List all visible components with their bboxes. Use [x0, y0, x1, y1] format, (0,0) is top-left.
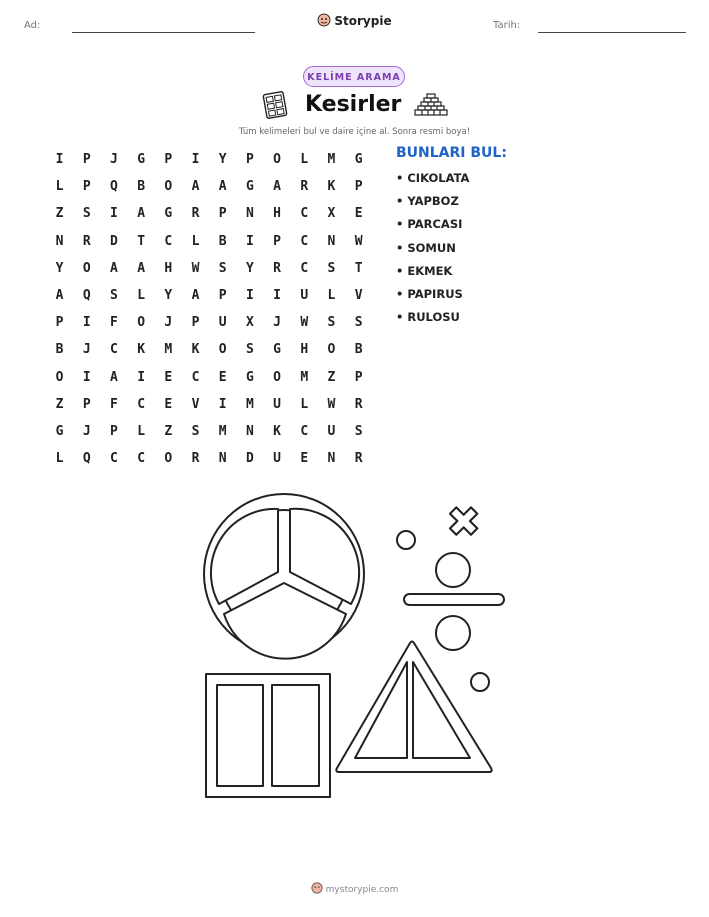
- grid-letter[interactable]: T: [354, 260, 363, 276]
- word-list-item: • PARCASI: [396, 217, 463, 232]
- grid-letter[interactable]: L: [55, 179, 64, 195]
- grid-letter[interactable]: A: [218, 179, 227, 195]
- grid-letter[interactable]: H: [273, 206, 281, 222]
- grid-letter[interactable]: M: [245, 396, 254, 412]
- grid-letter[interactable]: K: [191, 342, 200, 358]
- grid-letter[interactable]: G: [354, 152, 363, 168]
- grid-letter[interactable]: A: [110, 369, 118, 385]
- grid-letter[interactable]: U: [273, 396, 281, 412]
- grid-letter[interactable]: H: [300, 342, 309, 358]
- grid-letter[interactable]: U: [273, 451, 281, 467]
- grid-letter[interactable]: N: [327, 451, 336, 467]
- triangle-half: [413, 662, 470, 758]
- grid-row: [46, 309, 372, 336]
- grid-letter[interactable]: A: [137, 260, 146, 276]
- grid-letter[interactable]: Z: [55, 396, 64, 412]
- grid-letter[interactable]: S: [327, 315, 336, 331]
- grid-letter[interactable]: Q: [82, 451, 91, 467]
- grid-letter[interactable]: C: [110, 451, 118, 467]
- grid-letter[interactable]: O: [164, 451, 173, 467]
- instructions: Tüm kelimeleri bul ve daire içine al. Sonra resmi boya!: [238, 127, 471, 137]
- grid-letter[interactable]: C: [191, 369, 200, 385]
- grid-letter[interactable]: Y: [245, 260, 254, 276]
- grid-letter[interactable]: D: [245, 451, 254, 467]
- grid-letter[interactable]: P: [218, 288, 227, 304]
- grid-letter[interactable]: P: [354, 369, 363, 385]
- grid-letter[interactable]: O: [273, 369, 281, 385]
- grid-row: [46, 418, 372, 445]
- division-dot-top: [436, 553, 470, 587]
- grid-letter[interactable]: J: [82, 342, 91, 358]
- word-list-item: • CIKOLATA: [396, 171, 470, 185]
- footer-url[interactable]: mystorypie.com: [325, 885, 399, 895]
- word-list: [396, 171, 469, 333]
- grid-letter[interactable]: I: [55, 152, 64, 168]
- grid-letter[interactable]: Q: [110, 179, 118, 195]
- triangle-half: [355, 662, 407, 758]
- division-bar: [404, 594, 504, 605]
- grid-letter[interactable]: K: [273, 423, 281, 439]
- grid-letter[interactable]: R: [82, 233, 91, 249]
- grid-letter[interactable]: P: [191, 315, 200, 331]
- word-list-item: • PAPIRUS: [396, 286, 463, 301]
- grid-letter[interactable]: S: [218, 260, 227, 276]
- chocolate-bar-icon: [262, 91, 288, 123]
- brand-logo: [0, 13, 709, 30]
- grid-letter[interactable]: G: [273, 342, 281, 358]
- grid-letter[interactable]: X: [245, 315, 254, 331]
- grid-letter[interactable]: G: [245, 369, 254, 385]
- grid-letter[interactable]: L: [191, 233, 200, 249]
- grid-letter[interactable]: C: [300, 233, 309, 249]
- grid-row: [46, 336, 372, 363]
- grid-letter[interactable]: M: [218, 423, 227, 439]
- grid-letter[interactable]: E: [218, 369, 227, 385]
- grid-letter[interactable]: W: [300, 315, 309, 331]
- grid-letter[interactable]: J: [110, 152, 118, 168]
- grid-letter[interactable]: C: [300, 206, 309, 222]
- grid-letter[interactable]: M: [327, 152, 336, 168]
- grid-letter[interactable]: P: [218, 206, 227, 222]
- grid-letter[interactable]: A: [55, 288, 64, 304]
- grid-letter[interactable]: I: [82, 369, 91, 385]
- grid-letter[interactable]: P: [82, 396, 91, 412]
- grid-row: [46, 173, 372, 200]
- grid-letter[interactable]: U: [218, 315, 227, 331]
- grid-letter[interactable]: P: [164, 152, 173, 168]
- grid-letter[interactable]: X: [327, 206, 336, 222]
- grid-letter[interactable]: I: [191, 152, 200, 168]
- grid-letter[interactable]: I: [110, 206, 118, 222]
- word-list-item: • RULOSU: [396, 310, 460, 325]
- word-list-item: • YAPBOZ: [396, 194, 459, 209]
- grid-row: [46, 228, 372, 255]
- grid-letter[interactable]: F: [110, 396, 118, 412]
- grid-letter[interactable]: F: [110, 315, 118, 331]
- grid-letter[interactable]: S: [191, 423, 200, 439]
- pyramid-icon: [414, 91, 448, 123]
- grid-letter[interactable]: C: [137, 396, 146, 412]
- rectangle-half: [272, 685, 319, 786]
- grid-letter[interactable]: C: [137, 451, 146, 467]
- small-circle: [471, 673, 489, 691]
- grid-letter[interactable]: R: [300, 179, 309, 195]
- grid-letter[interactable]: B: [218, 233, 227, 249]
- grid-letter[interactable]: T: [137, 233, 146, 249]
- grid-letter[interactable]: G: [55, 423, 64, 439]
- grid-letter[interactable]: J: [273, 315, 281, 331]
- grid-letter[interactable]: L: [327, 288, 336, 304]
- grid-letter[interactable]: N: [218, 451, 227, 467]
- grid-letter[interactable]: P: [55, 315, 64, 331]
- grid-letter[interactable]: C: [110, 342, 118, 358]
- grid-letter[interactable]: W: [327, 396, 336, 412]
- grid-letter[interactable]: P: [245, 152, 254, 168]
- rectangle-half: [217, 685, 263, 786]
- grid-letter[interactable]: S: [245, 342, 254, 358]
- grid-letter[interactable]: I: [273, 288, 281, 304]
- grid-row: [46, 255, 372, 282]
- grid-letter[interactable]: E: [164, 396, 173, 412]
- grid-letter[interactable]: E: [164, 369, 173, 385]
- grid-letter[interactable]: A: [110, 260, 118, 276]
- grid-letter[interactable]: P: [110, 423, 118, 439]
- word-list-item: • SOMUN: [396, 240, 456, 255]
- grid-letter[interactable]: I: [82, 315, 91, 331]
- grid-letter[interactable]: S: [327, 260, 336, 276]
- grid-letter[interactable]: U: [300, 288, 309, 304]
- grid-letter[interactable]: U: [327, 423, 336, 439]
- footer: [0, 882, 709, 897]
- storypie-logo-icon: [317, 13, 331, 30]
- grid-letter[interactable]: Q: [82, 288, 91, 304]
- grid-letter[interactable]: R: [273, 260, 281, 276]
- grid-letter[interactable]: O: [327, 342, 336, 358]
- name-line[interactable]: [72, 32, 255, 33]
- grid-row: [46, 200, 372, 227]
- word-search-grid: [46, 146, 372, 472]
- grid-letter[interactable]: O: [218, 342, 227, 358]
- grid-letter[interactable]: J: [82, 423, 91, 439]
- grid-letter[interactable]: K: [327, 179, 336, 195]
- page-title: Kesirler: [305, 92, 402, 117]
- grid-letter[interactable]: R: [354, 396, 363, 412]
- grid-letter[interactable]: M: [300, 369, 309, 385]
- grid-letter[interactable]: A: [191, 288, 200, 304]
- grid-row: [46, 364, 372, 391]
- grid-letter[interactable]: O: [82, 260, 91, 276]
- grid-letter[interactable]: B: [55, 342, 64, 358]
- grid-letter[interactable]: P: [82, 179, 91, 195]
- grid-row: [46, 146, 372, 173]
- grid-letter[interactable]: J: [164, 315, 173, 331]
- grid-letter[interactable]: R: [191, 451, 200, 467]
- grid-letter[interactable]: N: [327, 233, 336, 249]
- grid-letter[interactable]: S: [110, 288, 118, 304]
- grid-letter[interactable]: Y: [55, 260, 64, 276]
- grid-letter[interactable]: E: [300, 451, 309, 467]
- grid-letter[interactable]: I: [137, 369, 146, 385]
- grid-row: [46, 391, 372, 418]
- fractions-coloring-picture[interactable]: [200, 490, 510, 814]
- grid-letter[interactable]: V: [354, 288, 363, 304]
- grid-letter[interactable]: G: [164, 206, 173, 222]
- grid-letter[interactable]: O: [55, 369, 64, 385]
- grid-letter[interactable]: A: [191, 179, 200, 195]
- grid-letter[interactable]: I: [245, 233, 254, 249]
- grid-row: [46, 282, 372, 309]
- grid-letter[interactable]: G: [245, 179, 254, 195]
- grid-letter[interactable]: P: [354, 179, 363, 195]
- grid-letter[interactable]: L: [300, 396, 309, 412]
- grid-letter[interactable]: Z: [327, 369, 336, 385]
- grid-letter[interactable]: W: [191, 260, 200, 276]
- small-circle: [397, 531, 415, 549]
- grid-letter[interactable]: S: [82, 206, 91, 222]
- grid-letter[interactable]: L: [137, 288, 146, 304]
- word-list-title: BUNLARI BUL:: [396, 145, 507, 161]
- grid-letter[interactable]: K: [137, 342, 146, 358]
- multiply-sign: [450, 507, 477, 534]
- grid-letter[interactable]: E: [354, 206, 363, 222]
- grid-letter[interactable]: A: [273, 179, 281, 195]
- grid-letter[interactable]: W: [354, 233, 363, 249]
- name-label: Ad:: [24, 20, 41, 31]
- grid-letter[interactable]: C: [164, 233, 173, 249]
- grid-letter[interactable]: I: [245, 288, 254, 304]
- grid-letter[interactable]: Y: [164, 288, 173, 304]
- date-label: Tarih:: [493, 20, 521, 31]
- word-search-badge: KELİME ARAMA: [303, 66, 405, 87]
- grid-letter[interactable]: O: [137, 315, 146, 331]
- grid-letter[interactable]: N: [245, 423, 254, 439]
- grid-letter[interactable]: I: [218, 396, 227, 412]
- grid-letter[interactable]: P: [273, 233, 281, 249]
- grid-letter[interactable]: B: [137, 179, 146, 195]
- date-line[interactable]: [538, 32, 686, 33]
- storypie-logo-icon: [311, 882, 323, 897]
- grid-letter[interactable]: S: [354, 315, 363, 331]
- grid-letter[interactable]: O: [164, 179, 173, 195]
- grid-letter[interactable]: C: [300, 423, 309, 439]
- grid-letter[interactable]: C: [300, 260, 309, 276]
- grid-letter[interactable]: N: [55, 233, 64, 249]
- grid-letter[interactable]: L: [300, 152, 309, 168]
- grid-letter[interactable]: N: [245, 206, 254, 222]
- grid-letter[interactable]: O: [273, 152, 281, 168]
- word-list-item: • EKMEK: [396, 263, 453, 278]
- grid-letter[interactable]: L: [55, 451, 64, 467]
- grid-letter[interactable]: Z: [55, 206, 64, 222]
- grid-letter[interactable]: M: [164, 342, 173, 358]
- grid-letter[interactable]: P: [82, 152, 91, 168]
- grid-letter[interactable]: Y: [218, 152, 227, 168]
- grid-letter[interactable]: G: [137, 152, 146, 168]
- grid-letter[interactable]: Z: [164, 423, 173, 439]
- grid-letter[interactable]: V: [191, 396, 200, 412]
- grid-letter[interactable]: A: [137, 206, 146, 222]
- grid-letter[interactable]: L: [137, 423, 146, 439]
- division-dot-bottom: [436, 616, 470, 650]
- grid-letter[interactable]: D: [110, 233, 118, 249]
- grid-letter[interactable]: H: [164, 260, 173, 276]
- grid-letter[interactable]: B: [354, 342, 363, 358]
- grid-letter[interactable]: S: [354, 423, 363, 439]
- grid-letter[interactable]: R: [354, 451, 363, 467]
- brand-name: Storypie: [334, 14, 392, 28]
- grid-row: [46, 445, 372, 472]
- grid-letter[interactable]: R: [191, 206, 200, 222]
